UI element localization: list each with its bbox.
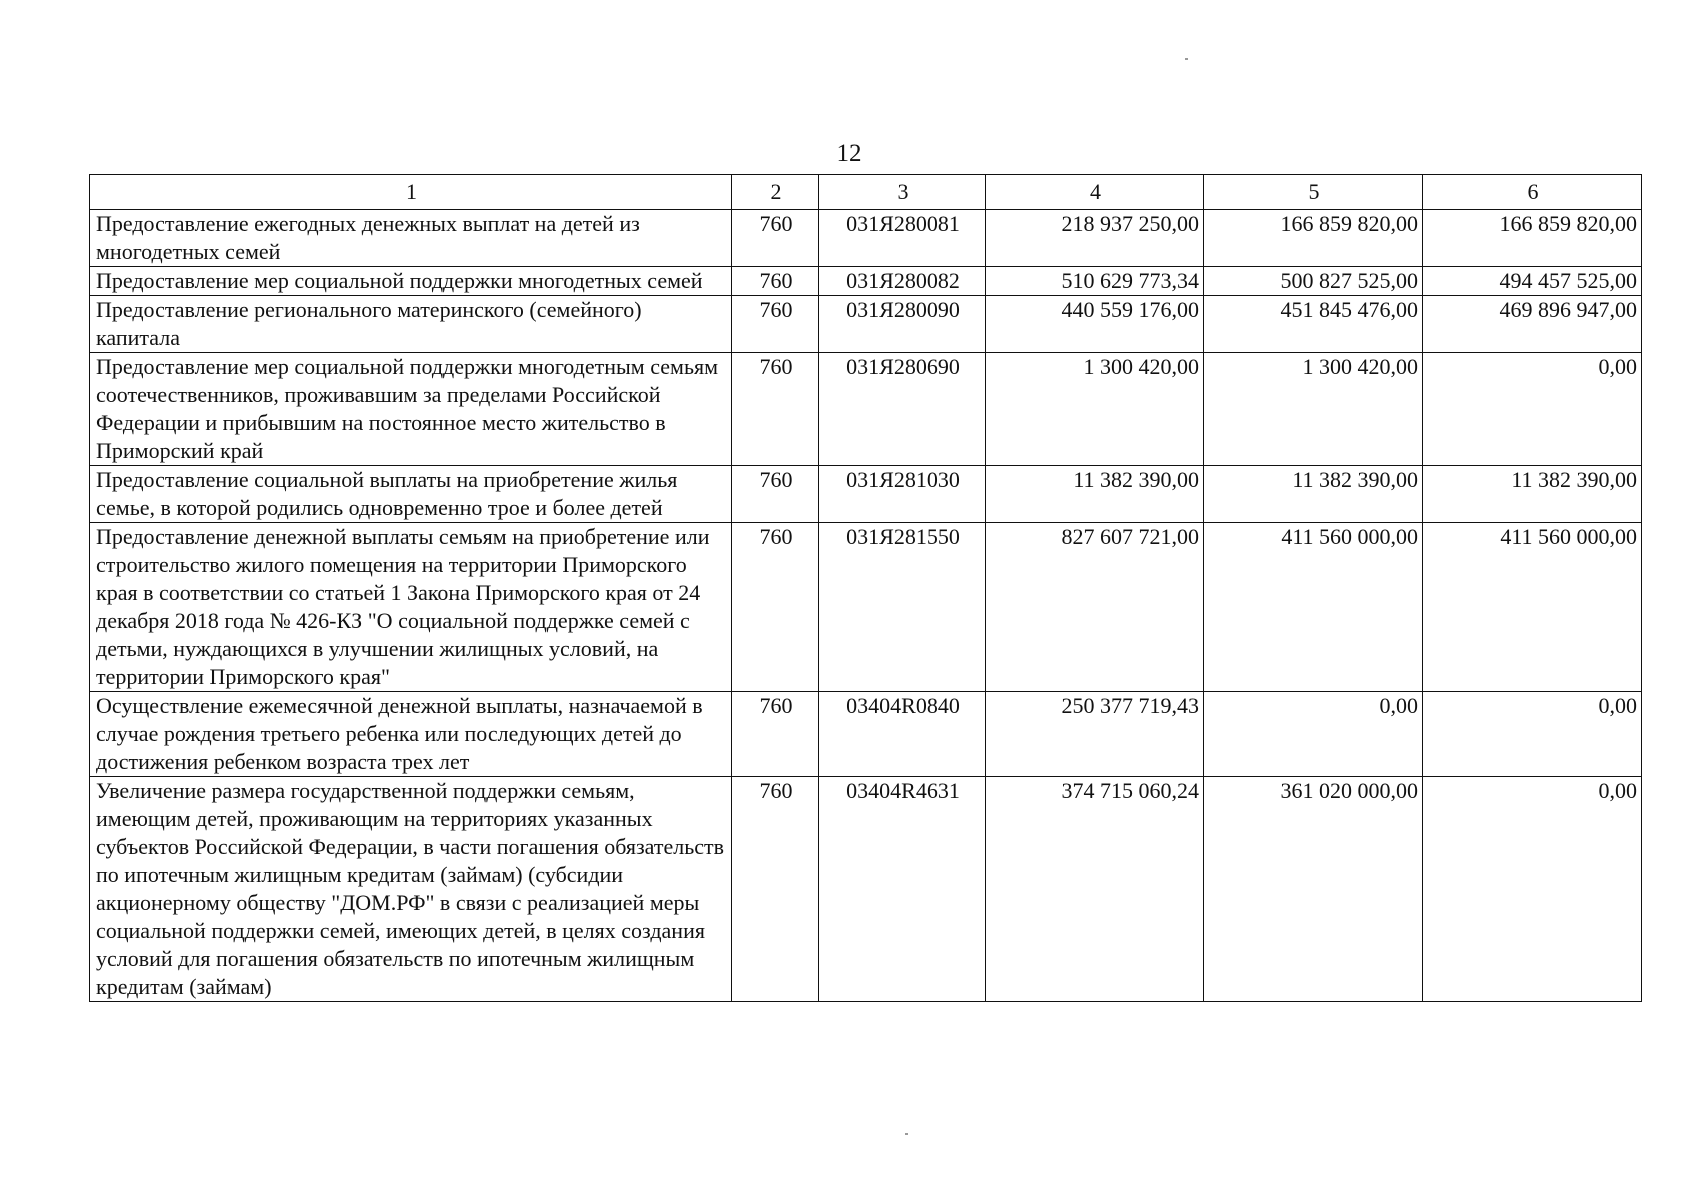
column-header: 5 <box>1204 175 1423 210</box>
row-value-2: 411 560 000,00 <box>1204 523 1423 692</box>
row-grbs: 760 <box>732 296 819 353</box>
row-description: Предоставление регионального материнского (семейного) капитала <box>90 296 732 353</box>
scan-speck <box>905 1133 908 1135</box>
row-value-1: 374 715 060,24 <box>986 777 1204 1002</box>
row-description: Предоставление мер социальной поддержки многодетных семей <box>90 267 732 296</box>
row-value-2: 11 382 390,00 <box>1204 466 1423 523</box>
row-code: 031Я280690 <box>819 353 986 466</box>
row-value-1: 250 377 719,43 <box>986 692 1204 777</box>
row-value-1: 218 937 250,00 <box>986 210 1204 267</box>
row-description: Предоставление мер социальной поддержки многодетным семьям соотечественников, проживавшим за пределами Российской Федерации и прибывшим на постоянное место жительство в Приморский край <box>90 353 732 466</box>
table-row <box>90 353 1642 466</box>
row-description: Увеличение размера государственной поддержки семьям, имеющим детей, проживающим на территориях указанных субъектов Российской Федерации, в части погашения обязательств по ипотечным жилищным кредитам (займам) (субсидии акционерному обществу "ДОМ.РФ" в связи с реализацией меры социальной поддержки семей, имеющих детей, в целях создания условий для погашения обязательств по ипотечным жилищным кредитам (займам) <box>90 777 732 1002</box>
row-code: 031Я281550 <box>819 523 986 692</box>
row-description: Предоставление денежной выплаты семьям на приобретение или строительство жилого помещения на территории Приморского края в соответствии со статьей 1 Закона Приморского края от 24 декабря 2018 года № 426-КЗ "О социальной поддержке семей с детьми, нуждающихся в улучшении жилищных условий, на территории Приморского края" <box>90 523 732 692</box>
row-value-3: 494 457 525,00 <box>1423 267 1642 296</box>
table-row <box>90 296 1642 353</box>
budget-table <box>89 174 1642 1002</box>
row-value-1: 1 300 420,00 <box>986 353 1204 466</box>
column-header: 3 <box>819 175 986 210</box>
row-value-1: 11 382 390,00 <box>986 466 1204 523</box>
row-grbs: 760 <box>732 523 819 692</box>
row-description: Предоставление ежегодных денежных выплат на детей из многодетных семей <box>90 210 732 267</box>
row-value-3: 0,00 <box>1423 777 1642 1002</box>
row-grbs: 760 <box>732 692 819 777</box>
table-row <box>90 777 1642 1002</box>
row-grbs: 760 <box>732 777 819 1002</box>
row-code: 031Я280081 <box>819 210 986 267</box>
page-number: 12 <box>836 140 862 167</box>
row-grbs: 760 <box>732 267 819 296</box>
table-row <box>90 692 1642 777</box>
row-value-3: 0,00 <box>1423 353 1642 466</box>
column-header: 4 <box>986 175 1204 210</box>
row-code: 03404R4631 <box>819 777 986 1002</box>
row-value-2: 451 845 476,00 <box>1204 296 1423 353</box>
row-grbs: 760 <box>732 466 819 523</box>
table-row <box>90 523 1642 692</box>
row-value-2: 166 859 820,00 <box>1204 210 1423 267</box>
row-value-3: 411 560 000,00 <box>1423 523 1642 692</box>
row-grbs: 760 <box>732 210 819 267</box>
row-value-2: 500 827 525,00 <box>1204 267 1423 296</box>
row-grbs: 760 <box>732 353 819 466</box>
row-value-2: 361 020 000,00 <box>1204 777 1423 1002</box>
row-code: 031Я280090 <box>819 296 986 353</box>
column-header: 1 <box>90 175 732 210</box>
table-row <box>90 466 1642 523</box>
row-value-1: 440 559 176,00 <box>986 296 1204 353</box>
row-code: 031Я280082 <box>819 267 986 296</box>
row-value-3: 469 896 947,00 <box>1423 296 1642 353</box>
table-row <box>90 210 1642 267</box>
row-description: Осуществление ежемесячной денежной выплаты, назначаемой в случае рождения третьего ребенка или последующих детей до достижения ребенком возраста трех лет <box>90 692 732 777</box>
row-value-2: 1 300 420,00 <box>1204 353 1423 466</box>
scan-speck <box>1185 58 1188 60</box>
row-value-3: 166 859 820,00 <box>1423 210 1642 267</box>
row-code: 031Я281030 <box>819 466 986 523</box>
header-row <box>90 175 1642 210</box>
row-value-1: 827 607 721,00 <box>986 523 1204 692</box>
row-code: 03404R0840 <box>819 692 986 777</box>
row-description: Предоставление социальной выплаты на приобретение жилья семье, в которой родились одновременно трое и более детей <box>90 466 732 523</box>
column-header: 2 <box>732 175 819 210</box>
column-header: 6 <box>1423 175 1642 210</box>
row-value-2: 0,00 <box>1204 692 1423 777</box>
row-value-3: 11 382 390,00 <box>1423 466 1642 523</box>
row-value-1: 510 629 773,34 <box>986 267 1204 296</box>
table-row <box>90 267 1642 296</box>
row-value-3: 0,00 <box>1423 692 1642 777</box>
